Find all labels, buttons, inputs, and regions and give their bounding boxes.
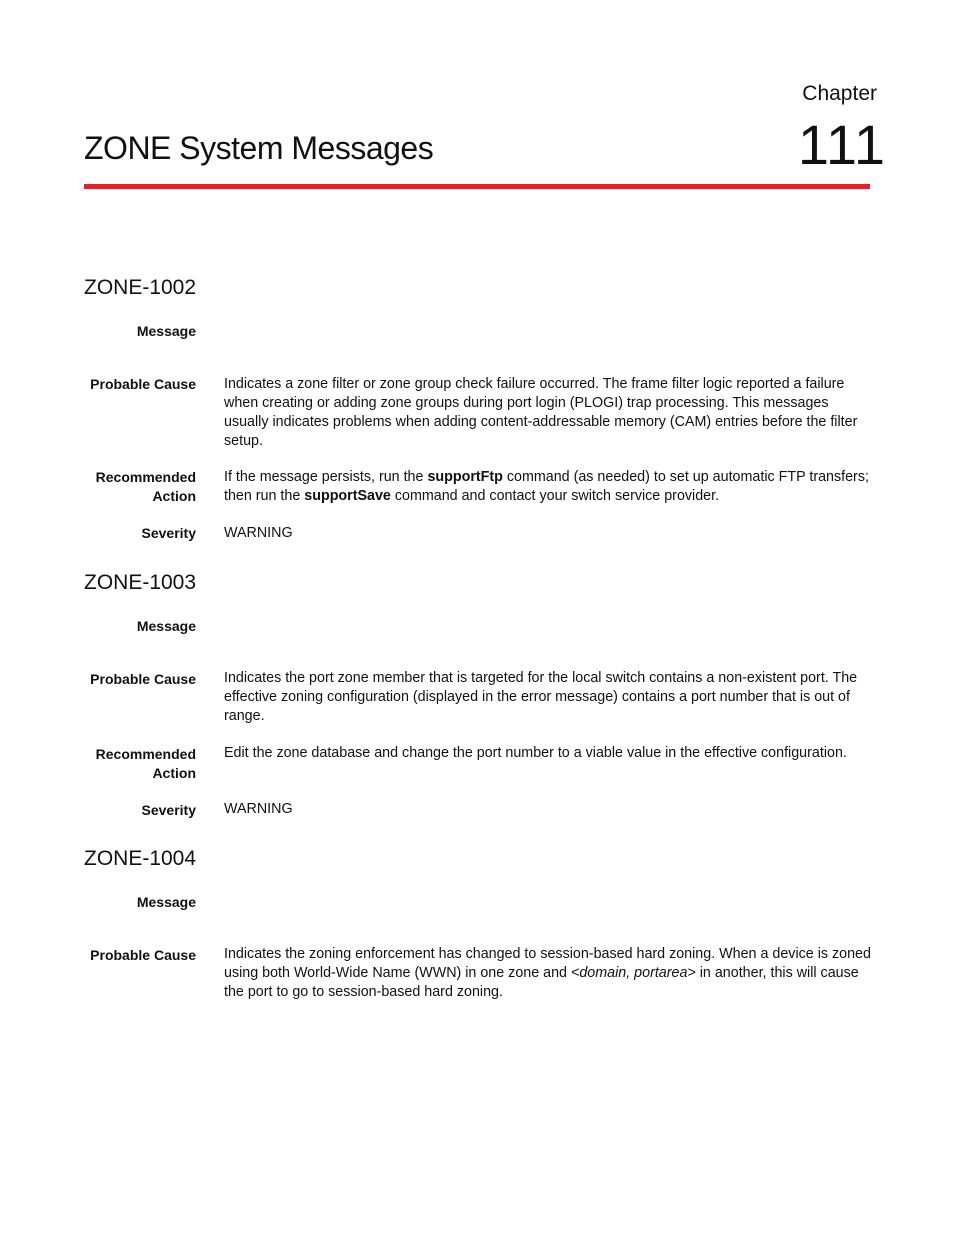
probable-cause-label: Probable Cause — [90, 947, 196, 963]
cause-italic-param: <domain, portarea> — [570, 965, 696, 981]
severity-label: Severity — [141, 802, 196, 818]
page-title: ZONE System Messages — [84, 130, 434, 166]
cause-text-part: Indicates the zoning enforcement has changed to session-based hard zoning. When a device is zoned using both World-Wide Name (WWN) in one zone and — [224, 946, 871, 981]
chapter-number: 111 — [797, 113, 886, 176]
chapter-label: Chapter — [802, 82, 877, 105]
probable-cause-label: Probable Cause — [90, 376, 196, 392]
probable-cause-label: Probable Cause — [90, 671, 196, 687]
recommended-action-label — [96, 745, 196, 783]
section-heading-zone-1004: ZONE-1004 — [84, 847, 197, 870]
command-supportftp: supportFtp — [427, 469, 503, 485]
probable-cause-text — [224, 945, 874, 1002]
message-label: Message — [136, 618, 196, 634]
section-heading-zone-1003: ZONE-1003 — [84, 571, 197, 594]
severity-value: WARNING — [224, 525, 293, 541]
severity-label: Severity — [141, 525, 196, 541]
command-supportsave: supportSave — [304, 488, 391, 504]
title-rule — [84, 184, 870, 189]
probable-cause-text: Indicates the port zone member that is targeted for the local switch contains a non-existent port. The effective zoning configuration (displayed in the error message) contains a port number that is out of range. — [224, 670, 858, 724]
recommended-action-text: Edit the zone database and change the port number to a viable value in the effective configuration. — [224, 745, 847, 761]
action-label-line2: Action — [152, 765, 196, 781]
message-label: Message — [136, 323, 196, 339]
severity-value: WARNING — [224, 801, 293, 817]
recommended-label-line1: Recommended — [95, 469, 196, 485]
recommended-action-text — [224, 468, 874, 506]
cause-text-part: in another, this will cause the port to go to session-based hard zoning. — [224, 965, 859, 1000]
section-heading-zone-1002: ZONE-1002 — [84, 276, 197, 299]
action-text-part: command (as needed) to set up automatic FTP transfers; then run the — [224, 469, 869, 504]
recommended-action-label — [96, 468, 196, 506]
action-text-part: command and contact your switch service provider. — [390, 488, 720, 504]
action-text-part: If the message persists, run the — [224, 469, 428, 485]
probable-cause-text: Indicates a zone filter or zone group check failure occurred. The frame filter logic reported a failure when creating or adding zone groups during port login (PLOGI) trap processing. This messages usually indicates problems when adding content-addressable memory (CAM) entries before the filter setup. — [224, 376, 858, 449]
action-label-line2: Action — [152, 488, 196, 504]
message-label: Message — [136, 894, 196, 910]
recommended-label-line1: Recommended — [95, 746, 196, 762]
